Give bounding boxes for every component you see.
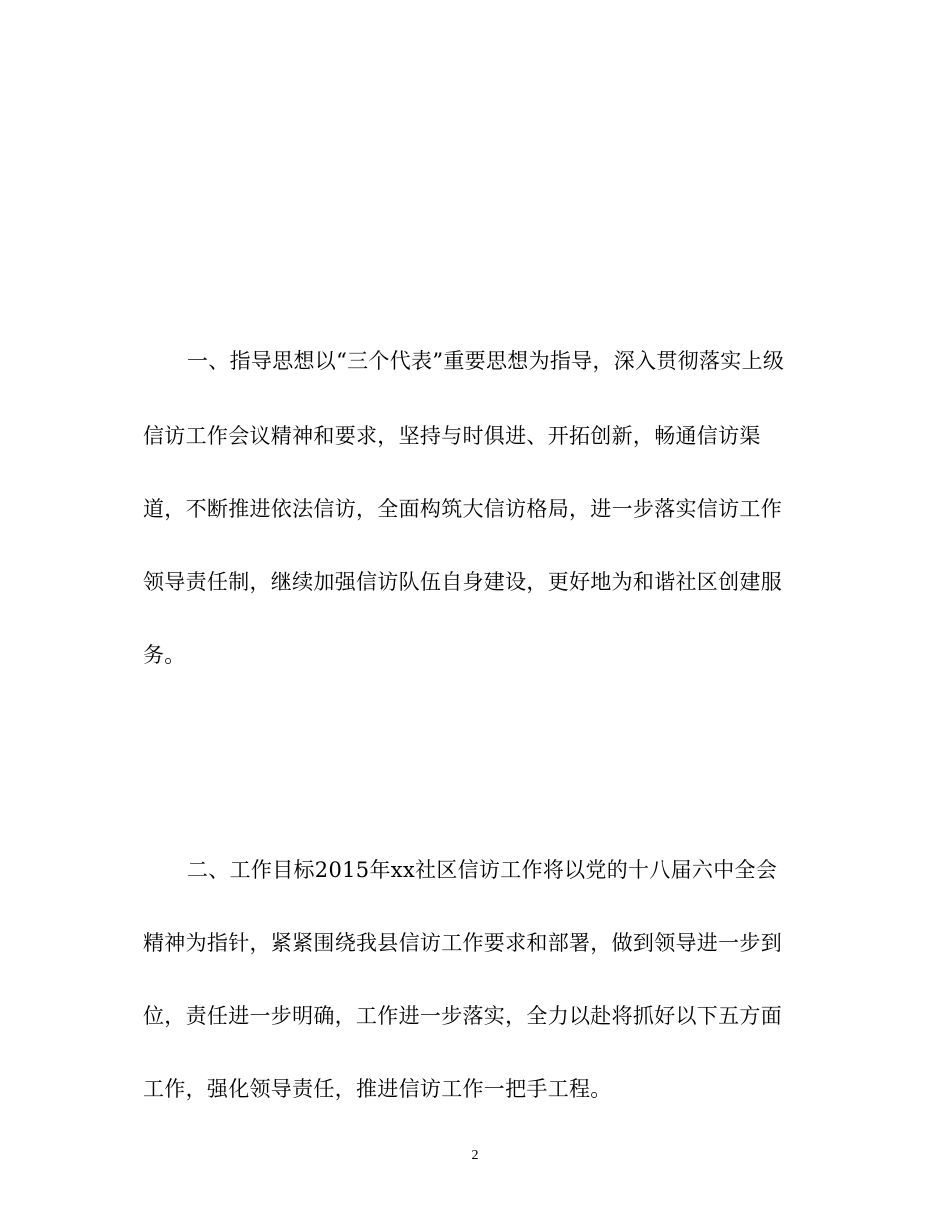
paragraph-line: 信访工作会议精神和要求，坚持与时俱进、开拓创新，畅通信访渠	[143, 424, 761, 448]
paragraph-line: 二、工作目标2015年xx社区信访工作将以党的十八届六中全会	[187, 858, 778, 882]
paragraph-line: 位，责任进一步明确，工作进一步落实，全力以赴将抓好以下五方面	[143, 1004, 782, 1028]
paragraph-line: 一、指导思想以“三个代表”重要思想为指导，深入贯彻落实上级	[187, 349, 785, 373]
paragraph-line: 务。	[143, 643, 186, 667]
page-number: 2	[471, 1148, 479, 1163]
paragraph-line: 领导责任制，继续加强信访队伍自身建设，更好地为和谐社区创建服	[143, 570, 782, 594]
paragraph-line: 道，不断推进依法信访，全面构筑大信访格局，进一步落实信访工作	[143, 497, 782, 521]
paragraph-line: 工作，强化领导责任，推进信访工作一把手工程。	[143, 1077, 612, 1101]
paragraph-line: 精神为指针，紧紧围绕我县信访工作要求和部署，做到领导进一步到	[143, 931, 782, 955]
